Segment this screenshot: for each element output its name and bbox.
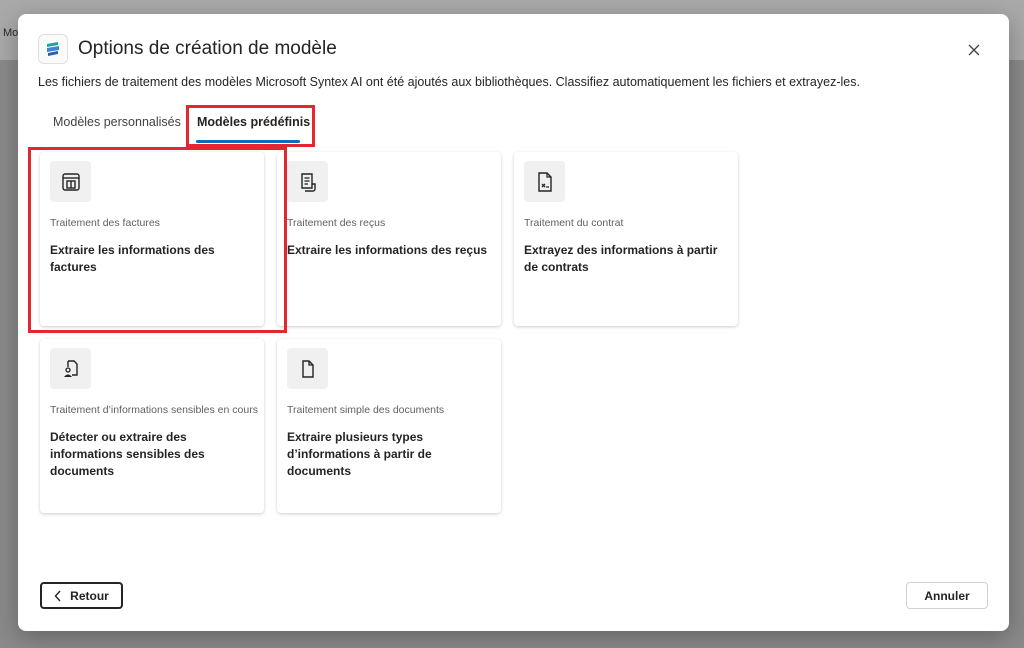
card-title: Extrayez des informations à partir de contrats (524, 243, 718, 274)
card-category: Traitement du contrat (524, 217, 624, 229)
document-icon (287, 348, 328, 389)
back-button-label: Retour (70, 588, 109, 603)
card-title: Extraire plusieurs types d’informations à partir de documents (287, 430, 432, 478)
tab-highlight-box (186, 105, 315, 147)
card-sensitive-info-processing[interactable] (40, 339, 264, 513)
card-title: Extraire les informations des reçus (287, 243, 488, 257)
card-highlight-box (28, 147, 287, 333)
card-category: Traitement des factures (50, 217, 160, 229)
tab-custom-models[interactable]: Modèles personnalisés (53, 115, 181, 129)
contract-icon (524, 161, 565, 202)
card-category: Traitement d’informations sensibles en cours (50, 404, 258, 416)
background-page-text: Mo (3, 27, 19, 39)
card-title: Extraire les informations des factures (50, 243, 215, 274)
card-simple-document-processing[interactable] (277, 339, 501, 513)
dialog-title: Options de création de modèle (78, 38, 337, 59)
chevron-left-icon (54, 590, 62, 602)
cancel-button[interactable]: Annuler (906, 582, 988, 609)
card-receipt-processing[interactable] (277, 152, 501, 326)
card-title: Détecter ou extraire des informations sensibles des documents (50, 430, 205, 478)
card-contract-processing[interactable] (514, 152, 738, 326)
tab-prebuilt-models[interactable]: Modèles prédéfinis (197, 115, 311, 129)
card-category: Traitement simple des documents (287, 404, 445, 416)
syntex-app-icon (38, 34, 68, 64)
dialog-description: Les fichiers de traitement des modèles Microsoft Syntex AI ont été ajoutés aux bibliothèques. Classifiez automatiquement les fichiers et extrayez-les. (38, 75, 860, 89)
receipt-icon (287, 161, 328, 202)
back-button[interactable] (40, 582, 123, 609)
close-icon[interactable] (962, 38, 986, 62)
sensitive-document-icon (50, 348, 91, 389)
create-model-dialog (18, 14, 1009, 631)
card-category: Traitement des reçus (287, 217, 386, 229)
